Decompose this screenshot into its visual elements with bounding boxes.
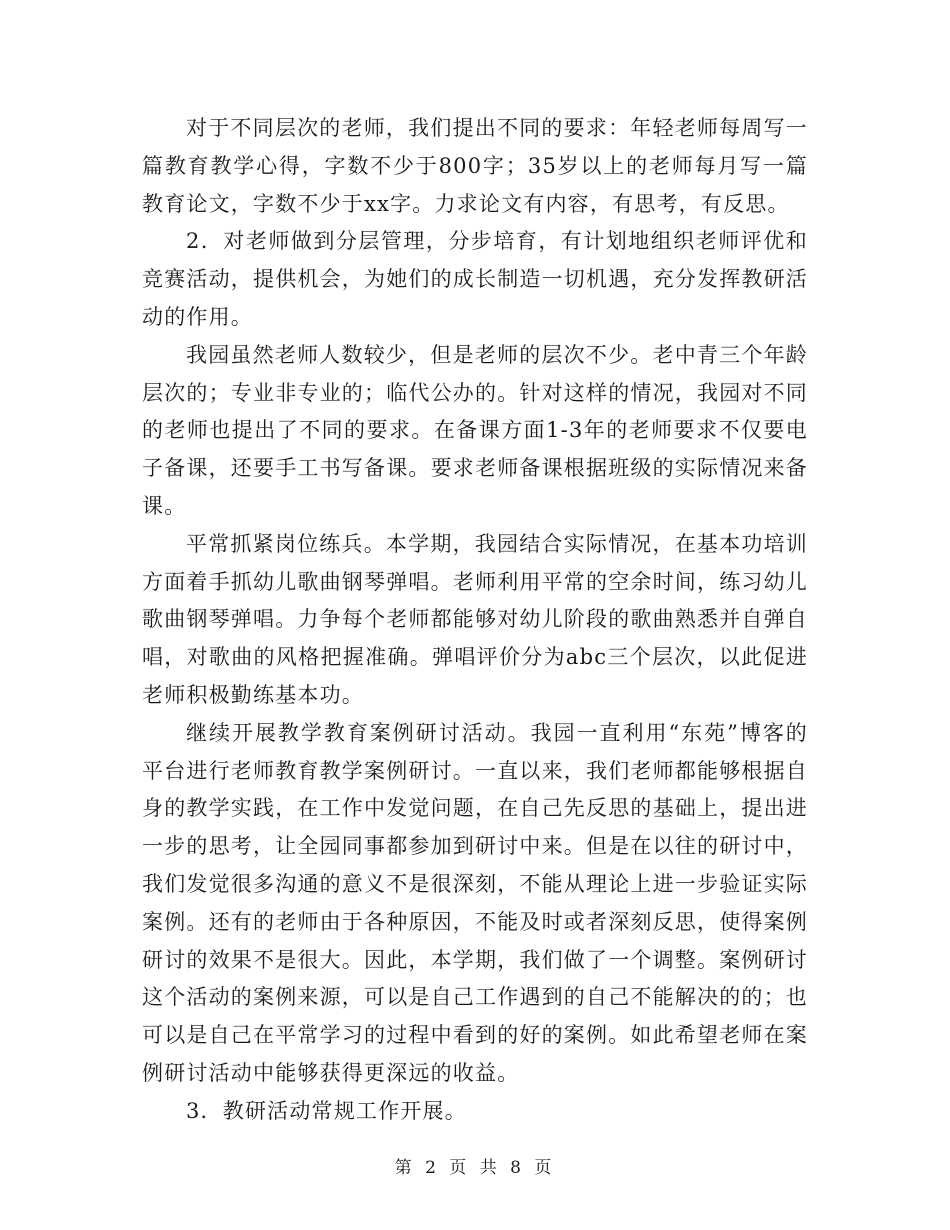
paragraph-layered-management: 2．对老师做到分层管理，分步培育，有计划地组织老师评优和竞赛活动，提供机会，为她们的成长制造一切机遇，充分发挥教研活动的作用。 [142,229,808,329]
paragraph-case-study: 继续开展教学教育案例研讨活动。我园一直利用“东苑”博客的平台进行老师教育教学案例研讨。一直以来，我们老师都能够根据自身的教学实践，在工作中发觉问题，在自己先反思的基础上，提出进一步的思考，让全园同事都参加到研讨中来。但是在以往的研讨中，我们发觉很多沟通的意义不是很深刻，不能从理论上进一步验证实际案例。还有的老师由于各种原因，不能及时或者深刻反思，使得案例研讨的效果不是很大。因此，本学期，我们做了一个调整。案例研讨这个活动的案例来源，可以是自己工作遇到的自己不能解决的的；也可以是自己在平常学习的过程中看到的好的案例。如此希望老师在案例研讨活动中能够获得更深远的收益。 [142,720,808,1085]
paragraph-skills-training: 平常抓紧岗位练兵。本学期，我园结合实际情况，在基本功培训方面着手抓幼儿歌曲钢琴弹唱。老师利用平常的空余时间，练习幼儿歌曲钢琴弹唱。力争每个老师都能够对幼儿阶段的歌曲熟悉并自弹自唱，对歌曲的风格把握准确。弹唱评价分为abc三个层次，以此促进老师积极勤练基本功。 [142,531,808,707]
paragraph-teacher-levels: 我园虽然老师人数较少，但是老师的层次不少。老中青三个年龄层次的；专业非专业的；临代公办的。针对这样的情况，我园对不同的老师也提出了不同的要求。在备课方面1-3年的老师要求不仅要电子备课，还要手工书写备课。要求老师备课根据班级的实际情况来备课。 [142,342,808,518]
paragraph-routine-work: 3．教研活动常规工作开展。 [186,1098,467,1123]
page-number-footer: 第 2 页 共 8 页 [394,1158,556,1178]
document-body [142,110,808,1131]
paragraph-teacher-requirements: 对于不同层次的老师，我们提出不同的要求：年轻老师每周写一篇教育教学心得，字数不少于800字；35岁以上的老师每月写一篇教育论文，字数不少于xx字。力求论文有内容，有思考，有反思。 [142,116,808,216]
